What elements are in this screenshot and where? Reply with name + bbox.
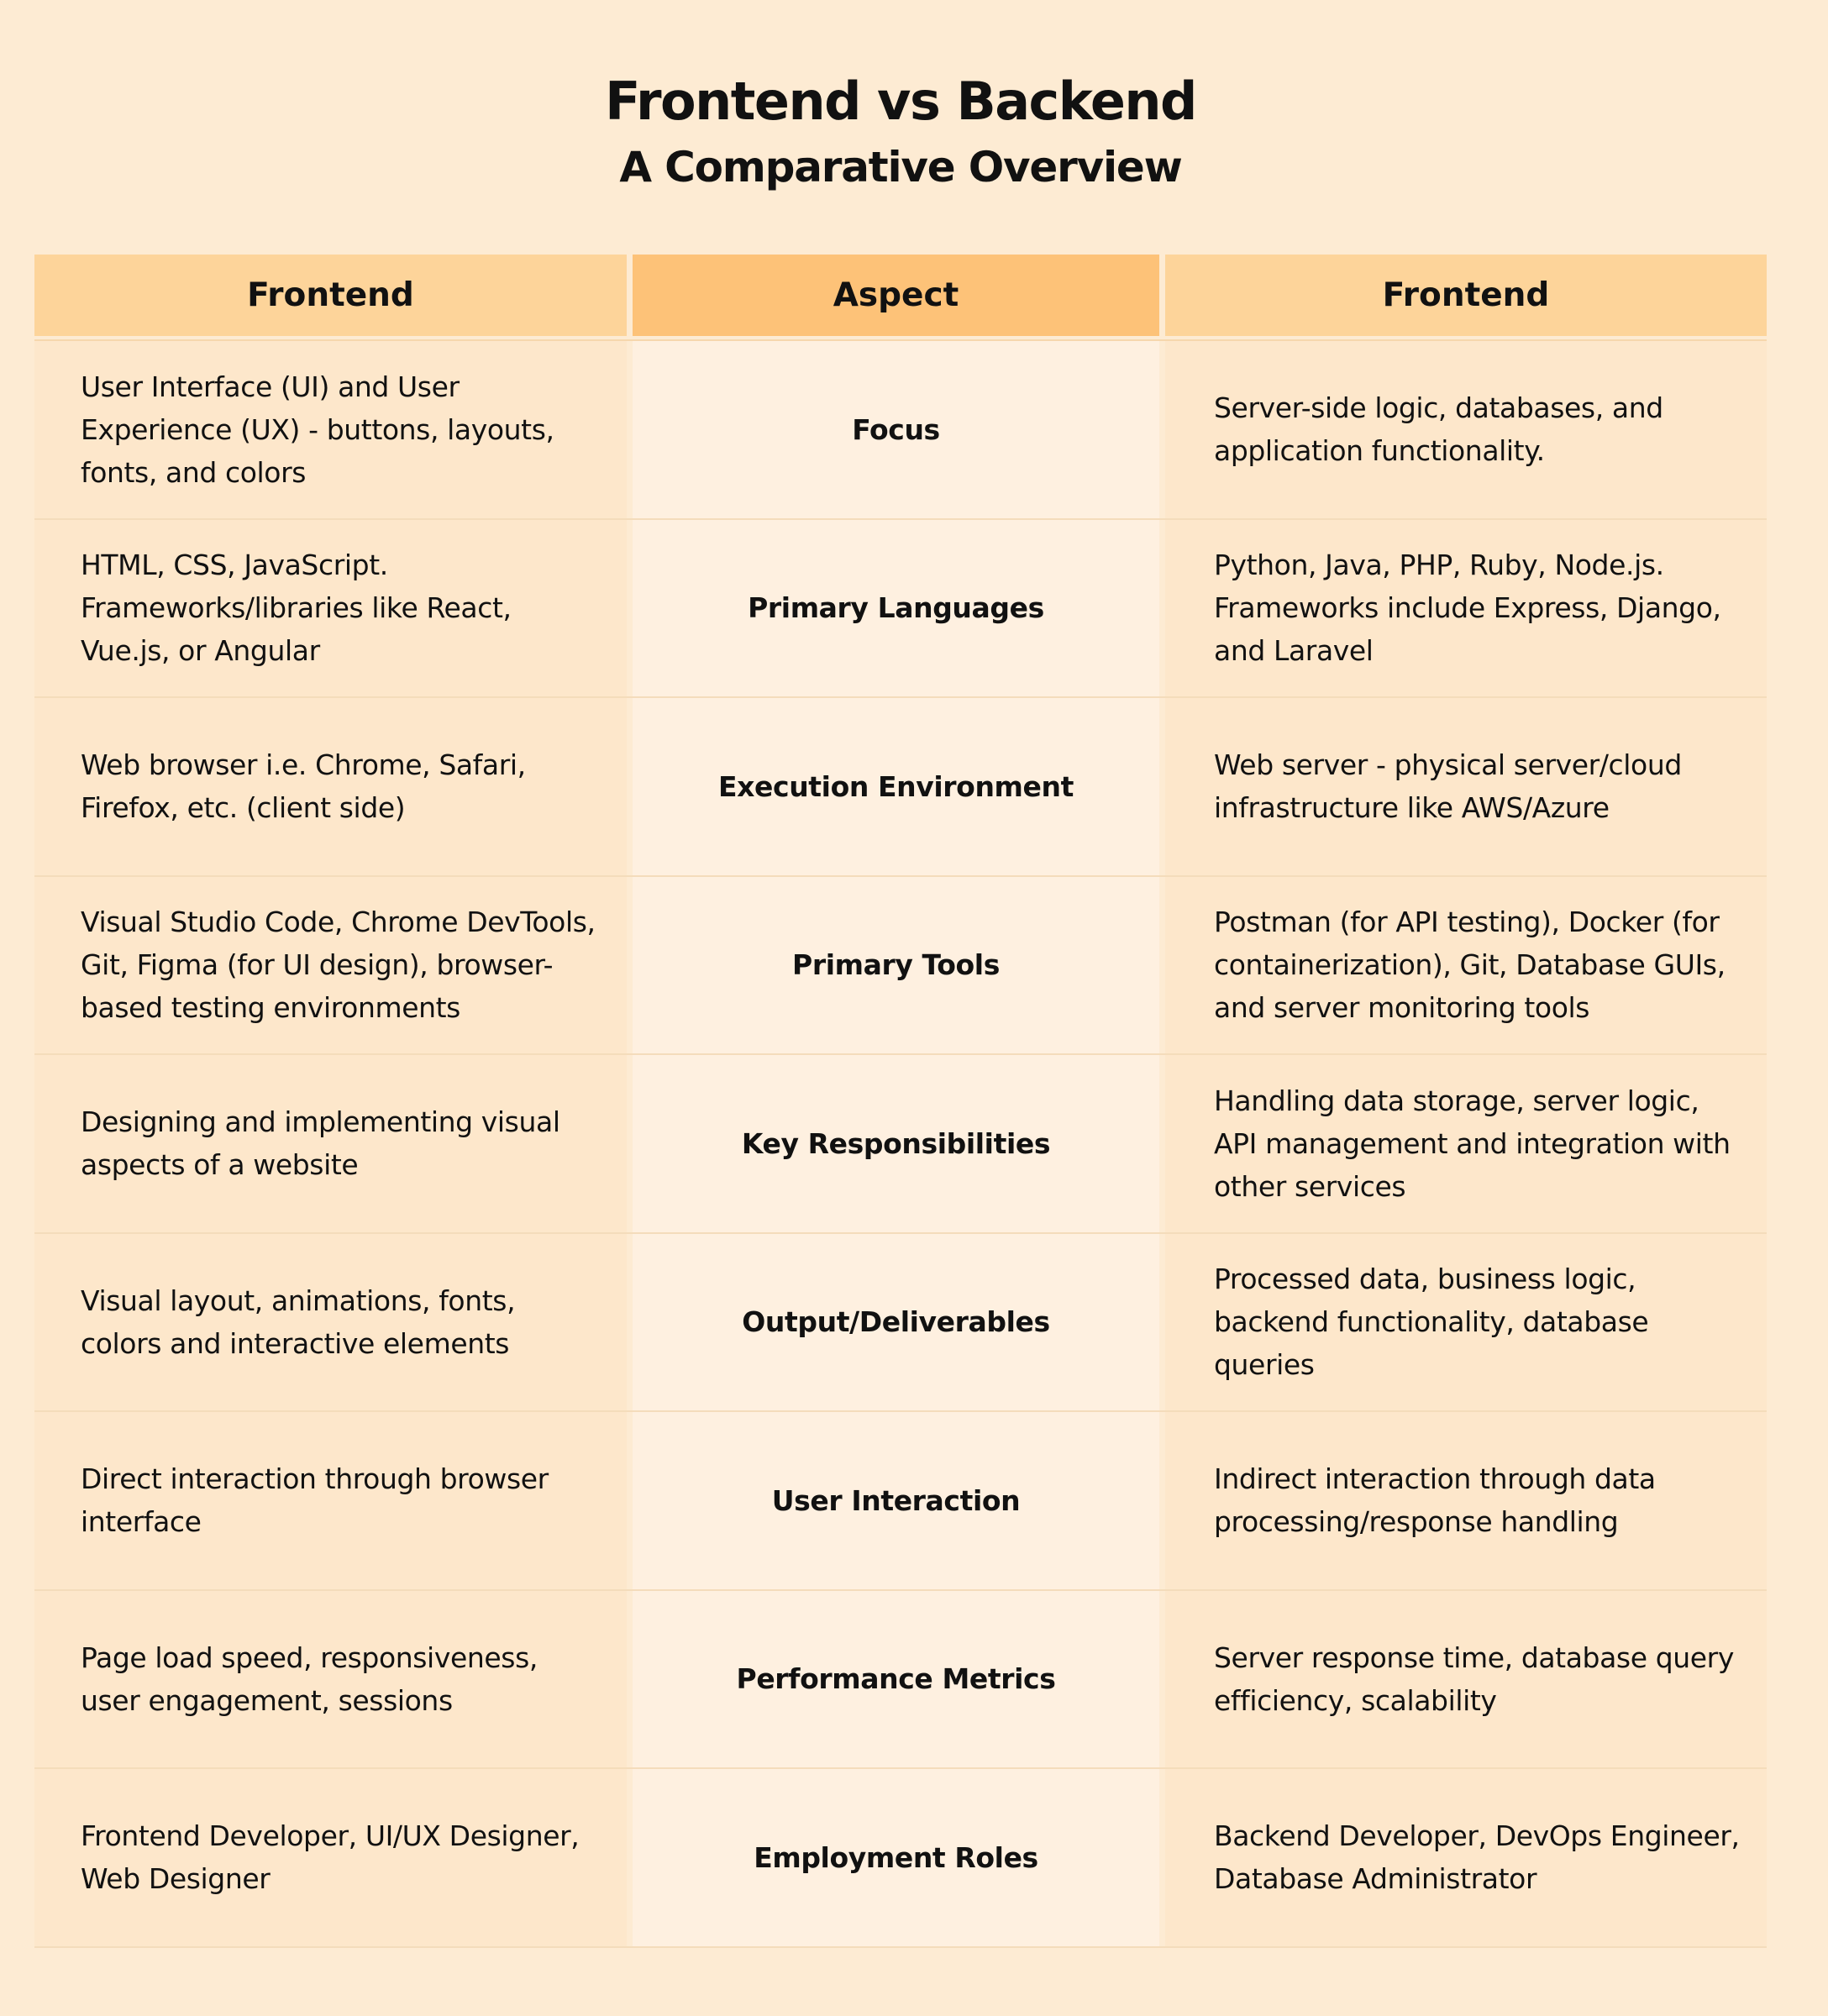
- frontend-cell: Web browser i.e. Chrome, Safari, Firefox, etc. (client side): [34, 698, 627, 875]
- table-row: [34, 1769, 1767, 1948]
- backend-cell: Server-side logic, databases, and application functionality.: [1165, 341, 1767, 518]
- aspect-cell: Key Responsibilities: [633, 1055, 1159, 1232]
- column-header-aspect: Aspect: [633, 255, 1159, 336]
- frontend-cell: User Interface (UI) and User Experience (UX) - buttons, layouts, fonts, and colors: [34, 341, 627, 518]
- page-header: [0, 64, 1801, 195]
- aspect-cell: Employment Roles: [633, 1769, 1159, 1946]
- aspect-cell: Primary Languages: [633, 520, 1159, 697]
- backend-cell: Processed data, business logic, backend functionality, database queries: [1165, 1234, 1767, 1411]
- table-row: [34, 1591, 1767, 1770]
- frontend-cell: HTML, CSS, JavaScript. Frameworks/libraries like React, Vue.js, or Angular: [34, 520, 627, 697]
- table-row: [34, 877, 1767, 1056]
- aspect-cell: Output/Deliverables: [633, 1234, 1159, 1411]
- table-body: [34, 339, 1767, 1948]
- backend-cell: Python, Java, PHP, Ruby, Node.js. Frameworks include Express, Django, and Laravel: [1165, 520, 1767, 697]
- table-row: [34, 341, 1767, 520]
- table-row: [34, 1234, 1767, 1413]
- table-row: [34, 520, 1767, 699]
- aspect-cell: Primary Tools: [633, 877, 1159, 1054]
- comparison-table: [34, 255, 1767, 1948]
- table-row: [34, 698, 1767, 877]
- table-row: [34, 1412, 1767, 1591]
- frontend-cell: Visual layout, animations, fonts, colors and interactive elements: [34, 1234, 627, 1411]
- backend-cell: Web server - physical server/cloud infrastructure like AWS/Azure: [1165, 698, 1767, 875]
- frontend-cell: Visual Studio Code, Chrome DevTools, Git, Figma (for UI design), browser-based testing environments: [34, 877, 627, 1054]
- aspect-cell: Performance Metrics: [633, 1591, 1159, 1768]
- table-row: [34, 1055, 1767, 1234]
- backend-cell: Postman (for API testing), Docker (for containerization), Git, Database GUIs, and server monitoring tools: [1165, 877, 1767, 1054]
- backend-cell: Handling data storage, server logic, API management and integration with other services: [1165, 1055, 1767, 1232]
- frontend-cell: Direct interaction through browser interface: [34, 1412, 627, 1589]
- table-header-row: [34, 255, 1767, 336]
- column-header-backend: Frontend: [1165, 255, 1767, 336]
- page-subtitle: A Comparative Overview: [619, 143, 1182, 192]
- backend-cell: Backend Developer, DevOps Engineer, Database Administrator: [1165, 1769, 1767, 1946]
- aspect-cell: User Interaction: [633, 1412, 1159, 1589]
- backend-cell: Server response time, database query efficiency, scalability: [1165, 1591, 1767, 1768]
- aspect-cell: Execution Environment: [633, 698, 1159, 875]
- frontend-cell: Designing and implementing visual aspects of a website: [34, 1055, 627, 1232]
- aspect-cell: Focus: [633, 341, 1159, 518]
- backend-cell: Indirect interaction through data processing/response handling: [1165, 1412, 1767, 1589]
- frontend-cell: Frontend Developer, UI/UX Designer, Web Designer: [34, 1769, 627, 1946]
- column-header-frontend: Frontend: [34, 255, 627, 336]
- frontend-cell: Page load speed, responsiveness, user engagement, sessions: [34, 1591, 627, 1768]
- page-title: Frontend vs Backend: [605, 71, 1196, 132]
